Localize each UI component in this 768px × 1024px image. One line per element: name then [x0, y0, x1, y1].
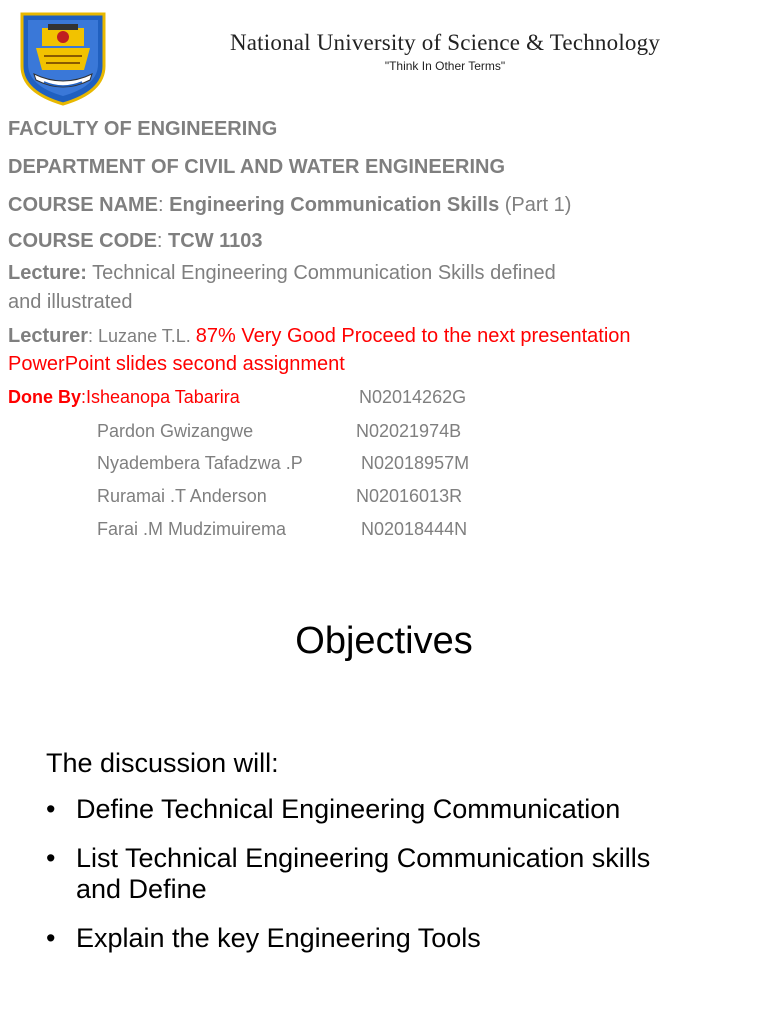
intro-text: The discussion will: [46, 748, 279, 778]
course-name-label: COURSE NAME [8, 194, 159, 216]
objectives-list [46, 794, 746, 972]
objectives-slide [0, 576, 768, 1024]
university-crest-logo [14, 8, 112, 106]
course-name-line [8, 194, 571, 217]
member-name: Ruramai .T Anderson [97, 486, 267, 506]
course-code-separator: : [156, 230, 169, 252]
course-code-value: TCW 1103 [168, 230, 263, 252]
done-by-line [8, 387, 240, 408]
member-name: :Isheanopa Tabarira [81, 387, 240, 407]
member-id: N02014262G [359, 387, 467, 407]
member-id: N02018444N [361, 519, 468, 539]
member-id: N02018957M [361, 453, 470, 473]
member-id: N02021974B [356, 421, 462, 441]
bullet-icon: • [46, 843, 56, 873]
lecture-line [8, 262, 556, 285]
course-name-value: Engineering Communication Skills [169, 194, 500, 216]
lecture-text: Technical Engineering Communication Skills defined [86, 262, 556, 284]
course-name-part: (Part 1) [499, 194, 572, 216]
list-item-text: List Technical Engineering Communication skills and Define [76, 843, 651, 904]
done-by-label: Done By [8, 387, 82, 407]
lecture-line-2: and illustrated [8, 291, 133, 313]
university-motto: "Think In Other Terms" [384, 59, 506, 73]
list-item [46, 923, 746, 954]
list-item [46, 843, 676, 905]
course-name-separator: : [158, 194, 170, 216]
department-heading: DEPARTMENT OF CIVIL AND WATER ENGINEERING [8, 156, 506, 178]
bullet-icon: • [46, 794, 56, 824]
member-id: N02016013R [356, 486, 463, 506]
lecturer-name: : Luzane T.L. [88, 326, 196, 346]
member-name: Farai .M Mudzimuirema [97, 519, 287, 539]
list-item-text: Define Technical Engineering Communication [76, 794, 621, 824]
slide-title: Objectives [295, 620, 473, 662]
faculty-heading: FACULTY OF ENGINEERING [8, 118, 278, 140]
course-code-label: COURSE CODE [8, 230, 157, 252]
grade-comment-line-2: PowerPoint slides second assignment [8, 353, 345, 375]
list-item-text: Explain the key Engineering Tools [76, 923, 481, 953]
bullet-icon: • [46, 923, 56, 953]
lecturer-label: Lecturer [8, 325, 89, 347]
member-name: Pardon Gwizangwe [97, 421, 254, 441]
lecturer-line [8, 325, 631, 348]
grade-comment: 87% Very Good Proceed to the next presentation [195, 325, 631, 347]
course-code-line [8, 230, 263, 253]
member-name: Nyadembera Tafadzwa .P [97, 453, 303, 473]
university-name: National University of Science & Technology [229, 30, 661, 55]
lecture-label: Lecture: [8, 262, 87, 284]
list-item [46, 794, 746, 825]
